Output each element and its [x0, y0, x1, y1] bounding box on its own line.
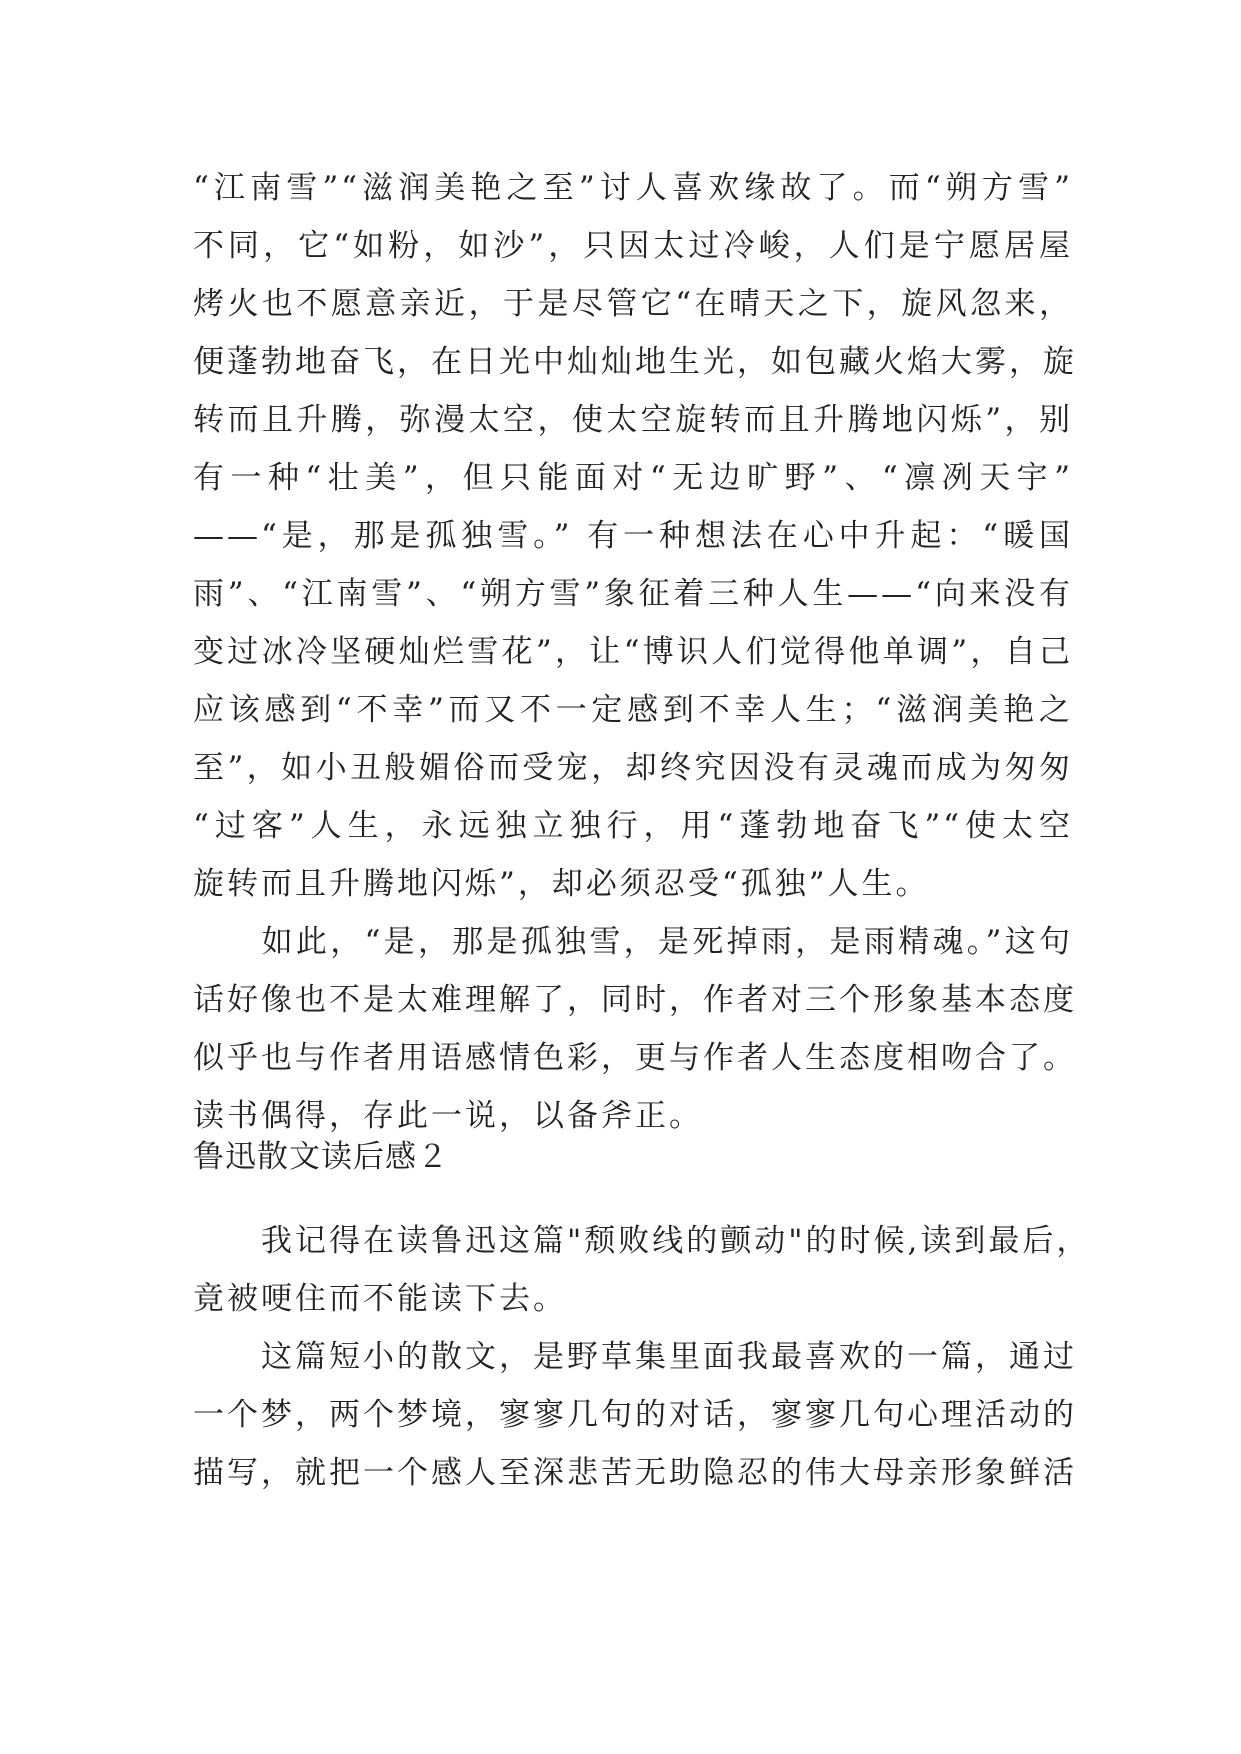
paragraph-line: 这篇短小的散文，是野草集里面我最喜欢的一篇，通过	[193, 1339, 1077, 1375]
paragraph-line: 如此，“是，那是孤独雪，是死掉雨，是雨精魂。”这句	[193, 924, 1073, 960]
paragraph-line: 竟被哽住而不能读下去。	[193, 1281, 567, 1317]
paragraph-line: 一个梦，两个梦境，寥寥几句的对话，寥寥几句心理活动的	[193, 1397, 1077, 1433]
paragraph-line: 应该感到“不幸”而又不一定感到不幸人生；“滋润美艳之	[193, 692, 1073, 728]
paragraph-line: 旋转而且升腾地闪烁”，却必须忍受“孤独”人生。	[193, 866, 930, 902]
paragraph-line: 似乎也与作者用语感情色彩，更与作者人生态度相吻合了。	[193, 1040, 1077, 1076]
paragraph-line: “过客”人生，永远独立独行，用“蓬勃地奋飞”“使太空	[193, 808, 1073, 844]
essay-body-part-2	[193, 1212, 1091, 1502]
section-heading: 鲁迅散文读后感２	[193, 1139, 449, 1175]
paragraph-line: 转而且升腾，弥漫太空，使太空旋转而且升腾地闪烁”，别	[193, 402, 1073, 438]
paragraph-line: 读书偶得，存此一说，以备斧正。	[193, 1098, 703, 1134]
paragraph-line: 烤火也不愿意亲近，于是尽管它“在晴天之下，旋风忽来，	[193, 286, 1073, 322]
paragraph-line: 至”，如小丑般媚俗而受宠，却终究因没有灵魂而成为匆匆	[193, 750, 1073, 786]
paragraph-line: 话好像也不是太难理解了，同时，作者对三个形象基本态度	[193, 982, 1077, 1018]
essay-body-part-1	[193, 159, 1077, 1145]
paragraph-line: 不同，它“如粉，如沙”，只因太过冷峻，人们是宁愿居屋	[193, 228, 1073, 264]
paragraph-line: 雨”、“江南雪”、“朔方雪”象征着三种人生——“向来没有	[193, 576, 1073, 612]
paragraph-line: “江南雪”“滋润美艳之至”讨人喜欢缘故了。而“朔方雪”	[193, 170, 1073, 206]
paragraph-line: 我记得在读鲁迅这篇"颓败线的颤动"的时候,读到最后，	[193, 1223, 1091, 1259]
paragraph-line: 便蓬勃地奋飞，在日光中灿灿地生光，如包藏火焰大雾，旋	[193, 344, 1077, 380]
paragraph-line: 描写，就把一个感人至深悲苦无助隐忍的伟大母亲形象鲜活	[193, 1455, 1077, 1491]
paragraph-line: 变过冰冷坚硬灿烂雪花”，让“博识人们觉得他单调”，自己	[193, 634, 1073, 670]
paragraph-line: ——“是，那是孤独雪。” 有一种想法在心中升起：“暖国	[193, 518, 1073, 554]
paragraph-line: 有一种“壮美”，但只能面对“无边旷野”、“凛冽天宇”	[193, 460, 1073, 496]
